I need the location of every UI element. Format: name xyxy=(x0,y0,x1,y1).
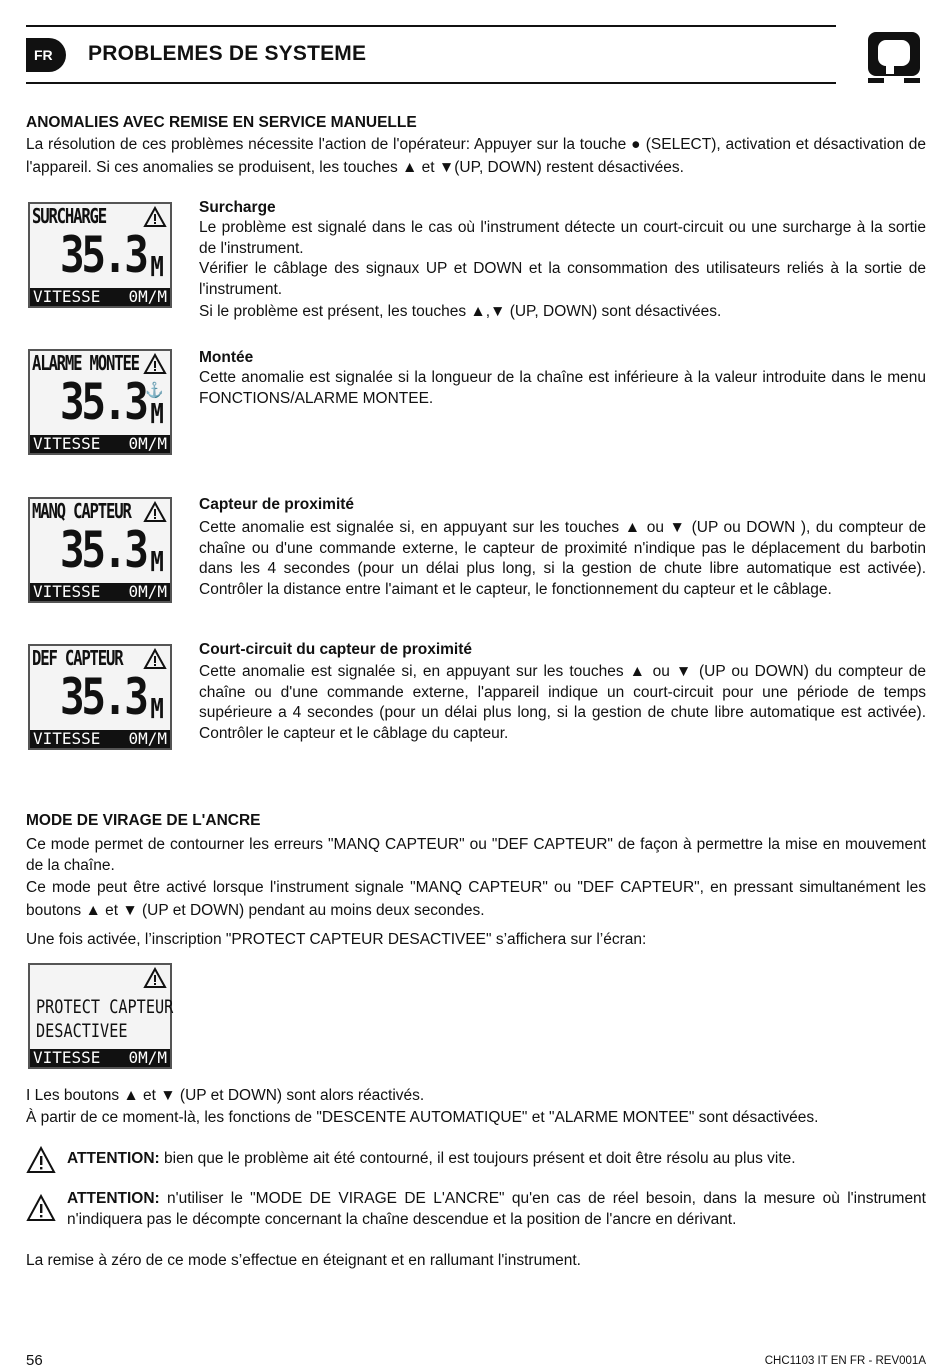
warning-icon xyxy=(26,1194,56,1222)
display-status-bar xyxy=(30,583,170,601)
display-status-bar xyxy=(30,435,170,453)
lcd-display-def-capteur xyxy=(28,644,172,750)
header-top-rule xyxy=(26,25,836,27)
display-status-bar xyxy=(30,1049,170,1067)
page-title: PROBLEMES DE SYSTEME xyxy=(88,42,367,65)
anchor-icon: ⚓ xyxy=(145,382,164,399)
bar-label: VITESSE xyxy=(33,729,101,748)
display-message-line: PROTECT CAPTEUR xyxy=(36,996,174,1018)
language-badge: FR xyxy=(26,38,66,72)
bar-label: VITESSE xyxy=(33,434,101,453)
item-title: Court-circuit du capteur de proximité xyxy=(199,641,473,658)
item-text: Cette anomalie est signalée si la longueur de la chaîne est inférieure à la valeur introduite dans le menu FONCTIONS/ALARME MONTEE. xyxy=(199,369,926,407)
warning-note xyxy=(67,1189,926,1230)
item-text: Cette anomalie est signalée si, en appuyant sur les touches ▲ ou ▼ (UP ou DOWN ), du compteur de chaîne ou d'une commande externe, le capteur de proximité n'indique pas le déplacement du barbotin dans les 4 secondes (pour un délai plus long, si la gestion de chute libre automatique est activée). Contrôler la distance entre l'aimant et le capteur, le fonctionnement du capteur et le câblage. xyxy=(199,519,926,598)
item-text: Le problème est signalé dans le cas où l'instrument détecte un court-circuit ou une surcharge à la sortie de l'instrument. xyxy=(199,219,926,257)
display-unit: M xyxy=(150,250,164,283)
paragraph: Ce mode permet de contourner les erreurs "MANQ CAPTEUR" ou "DEF CAPTEUR" de façon à permettre la mise en mouvement de la chaîne. xyxy=(26,836,926,874)
lcd-display-alarme-montee xyxy=(28,349,172,455)
bar-value: 0M/M xyxy=(128,582,167,601)
display-label: ALARME MONTEE xyxy=(32,351,139,375)
item-text: Cette anomalie est signalée si, en appuyant sur les touches ▲ ou ▼ (UP ou DOWN) du compteur de chaîne ou d'une commande externe, l'appareil indique un court-circuit pour une période de temps supérieure a 4 secondes (pour un délai plus long, si la gestion de chute libre automatique est activée). Contrôler le capteur et le câblage du capteur. xyxy=(199,663,926,742)
warning-icon xyxy=(26,1146,56,1174)
lcd-display-surcharge xyxy=(28,202,172,308)
brand-logo-icon xyxy=(864,26,924,86)
section-intro: La résolution de ces problèmes nécessite l'action de l'opérateur: Appuyer sur la touche ● (SELECT), activation et désactivation de l'appareil. Si ces anomalies se produisent, les touches ▲ et ▼(UP, DOWN) restent désactivées. xyxy=(26,136,926,176)
lcd-display-manq-capteur xyxy=(28,497,172,603)
bar-value: 0M/M xyxy=(128,434,167,453)
warning-icon xyxy=(143,353,167,375)
item-title: Montée xyxy=(199,349,254,366)
display-status-bar xyxy=(30,288,170,306)
section-heading: ANOMALIES AVEC REMISE EN SERVICE MANUELLE xyxy=(26,114,417,131)
display-unit: M xyxy=(150,397,164,430)
bar-label: VITESSE xyxy=(33,1048,101,1067)
display-unit: M xyxy=(150,545,164,578)
display-message-line: DESACTIVEE xyxy=(36,1020,128,1042)
header-bottom-rule xyxy=(26,82,836,84)
warning-label: ATTENTION: xyxy=(67,1150,160,1167)
display-label: MANQ CAPTEUR xyxy=(32,499,131,523)
paragraph: Ce mode peut être activé lorsque l'instrument signale "MANQ CAPTEUR" ou "DEF CAPTEUR", en pressant simultanément les boutons ▲ et ▼ (UP et DOWN) pendant au moins deux secondes. xyxy=(26,879,926,919)
display-label: DEF CAPTEUR xyxy=(32,646,123,670)
warning-icon xyxy=(143,648,167,670)
warning-icon xyxy=(143,206,167,228)
display-value: 35.3 xyxy=(60,668,146,726)
display-unit: M xyxy=(150,692,164,725)
item-title: Surcharge xyxy=(199,199,276,216)
bar-label: VITESSE xyxy=(33,287,101,306)
paragraph: Une fois activée, l’inscription "PROTECT CAPTEUR DESACTIVEE" s’affichera sur l’écran: xyxy=(26,931,647,948)
bar-value: 0M/M xyxy=(128,287,167,306)
warning-note xyxy=(67,1149,927,1170)
paragraph: La remise à zéro de ce mode s’effectue en éteignant et en rallumant l'instrument. xyxy=(26,1252,581,1269)
warning-text: n'utiliser le "MODE DE VIRAGE DE L'ANCRE" qu'en cas de réel besoin, dans la mesure où l'instrument n'indiquera pas le décompte concernant la chaîne descendue et la position de l'ancre en dérivant. xyxy=(67,1190,926,1228)
bar-label: VITESSE xyxy=(33,582,101,601)
item-text: Vérifier le câblage des signaux UP et DOWN et la consommation des utilisateurs reliés à la sortie de l'instrument. xyxy=(199,260,926,298)
document-reference: CHC1103 IT EN FR - REV001A xyxy=(764,1355,926,1367)
warning-icon xyxy=(143,501,167,523)
section-heading: MODE DE VIRAGE DE L'ANCRE xyxy=(26,812,261,829)
lcd-display-protect-capteur xyxy=(28,963,172,1069)
display-value: 35.3 xyxy=(60,373,146,431)
page-number: 56 xyxy=(26,1352,43,1369)
warning-icon xyxy=(143,967,167,989)
display-status-bar xyxy=(30,730,170,748)
display-label: SURCHARGE xyxy=(32,204,107,228)
bar-value: 0M/M xyxy=(128,1048,167,1067)
bar-value: 0M/M xyxy=(128,729,167,748)
display-value: 35.3 xyxy=(60,521,146,579)
warning-text: bien que le problème ait été contourné, il est toujours présent et doit être résolu au plus vite. xyxy=(159,1150,796,1167)
item-title: Capteur de proximité xyxy=(199,496,355,513)
display-value: 35.3 xyxy=(60,226,146,284)
warning-label: ATTENTION: xyxy=(67,1190,160,1207)
paragraph: À partir de ce moment-là, les fonctions de "DESCENTE AUTOMATIQUE" et "ALARME MONTEE" sont désactivées. xyxy=(26,1109,819,1126)
item-text: Si le problème est présent, les touches ▲,▼ (UP, DOWN) sont désactivées. xyxy=(199,303,722,320)
paragraph: I Les boutons ▲ et ▼ (UP et DOWN) sont alors réactivés. xyxy=(26,1087,425,1104)
